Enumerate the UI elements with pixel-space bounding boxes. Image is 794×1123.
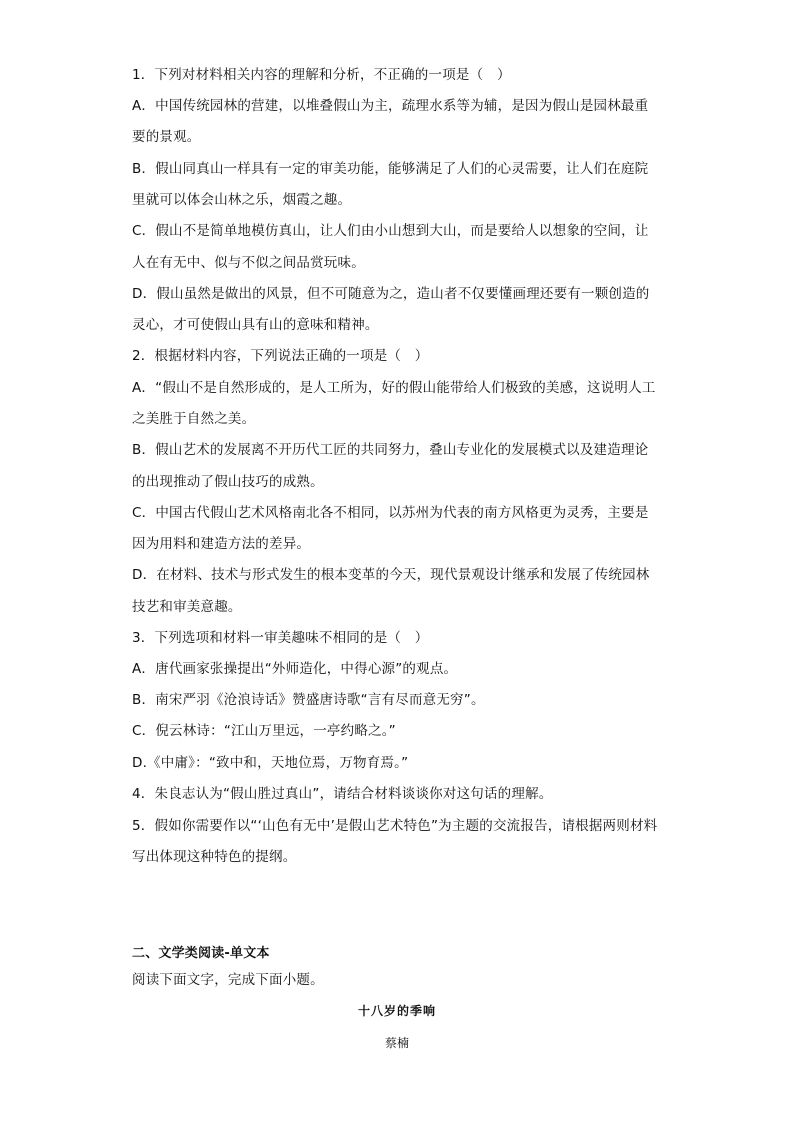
section-instruction: 阅读下面文字，完成下面小题。 (132, 972, 324, 988)
question-3-option-a: A．唐代画家张操提出“外师造化，中得心源”的观点。 (132, 661, 458, 677)
question-1-option-b-cont: 里就可以体会山林之乐，烟霞之趣。 (132, 192, 352, 208)
section-heading: 二、文学类阅读-单文本 (132, 946, 270, 961)
question-2-option-b: B．假山艺术的发展离不开历代工匠的共同努力，叠山专业化的发展模式以及建造理论 (132, 442, 649, 458)
question-1-option-b: B．假山同真山一样具有一定的审美功能，能够满足了人们的心灵需要，让人们在庭院 (132, 161, 649, 177)
question-4-stem: 4．朱良志认为“假山胜过真山”，请结合材料谈谈你对这句话的理解。 (132, 786, 553, 802)
story-author: 蔡楠 (384, 1036, 409, 1050)
question-5-stem: 5．假如你需要作以“‘山色有无中’是假山艺术特色”为主题的交流报告，请根据两则材料 (132, 818, 658, 834)
question-1-stem: 1．下列对材料相关内容的理解和分析，不正确的一项是（ ） (132, 67, 511, 83)
question-2-stem: 2．根据材料内容，下列说法正确的一项是（ ） (132, 348, 429, 364)
question-2-option-d: D．在材料、技术与形式发生的根本变革的今天，现代景观设计继承和发展了传统园林 (132, 567, 650, 583)
question-1-option-d-cont: 灵心，才可使假山具有山的意味和精神。 (132, 317, 379, 333)
question-3-option-b: B．南宋严羽《沧浪诗话》赞盛唐诗歌“言有尽而意无穷”。 (132, 692, 485, 708)
question-1-option-a: A．中国传统园林的营建，以堆叠假山为主，疏理水系等为辅，是因为假山是园林最重 (132, 98, 649, 114)
question-5-stem-cont: 写出体现这种特色的提纲。 (132, 849, 297, 865)
question-2-option-b-cont: 的出现推动了假山技巧的成熟。 (132, 474, 324, 490)
question-2-option-c-cont: 因为用料和建造方法的差异。 (132, 536, 311, 552)
question-3-stem: 3．下列选项和材料一审美趣味不相同的是（ ） (132, 630, 429, 646)
question-3-option-c: C．倪云林诗：“江山万里远，一亭约略之。” (132, 723, 396, 739)
question-1-option-d: D．假山虽然是做出的风景，但不可随意为之，造山者不仅要懂画理还要有一颗创造的 (132, 286, 650, 302)
question-1-option-a-cont: 要的景观。 (132, 129, 201, 145)
question-2-option-c: C．中国古代假山艺术风格南北各不相同，以苏州为代表的南方风格更为灵秀，主要是 (132, 505, 649, 521)
question-1-option-c: C．假山不是简单地模仿真山，让人们由小山想到大山，而是要给人以想象的空间，让 (132, 223, 649, 239)
question-2-option-d-cont: 技艺和审美意趣。 (132, 599, 242, 615)
story-title: 十八岁的季响 (357, 1004, 436, 1018)
question-3-option-d: D.《中庸》：“致中和，天地位焉，万物育焉。” (132, 755, 409, 771)
question-2-option-a: A．“假山不是自然形成的，是人工所为，好的假山能带给人们极致的美感，这说明人工 (132, 380, 656, 396)
question-1-option-c-cont: 人在有无中、似与不似之间品赏玩味。 (132, 255, 365, 271)
question-2-option-a-cont: 之美胜于自然之美。 (132, 411, 256, 427)
